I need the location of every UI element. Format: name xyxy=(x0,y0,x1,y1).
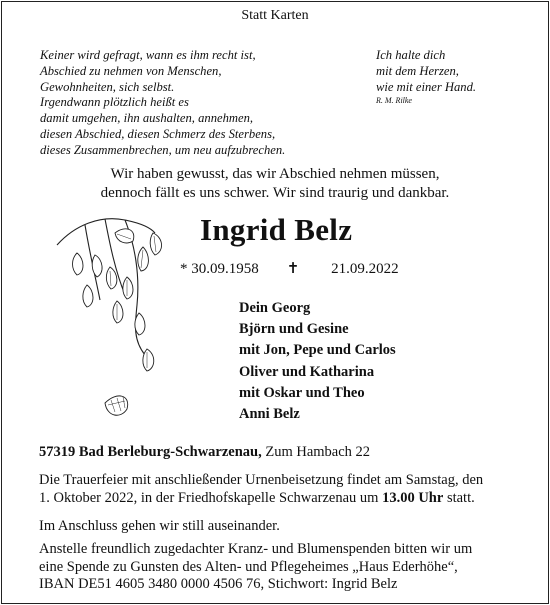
closing-line: Im Anschluss gehen wir still auseinander. xyxy=(39,518,280,534)
birth-date: * 30.09.1958 xyxy=(180,261,259,277)
funeral-text: 1. Oktober 2022, in der Friedhofskapelle Schwarzenau um xyxy=(39,489,383,506)
family-member: Oliver und Katharina xyxy=(239,363,375,380)
header-title: Statt Karten xyxy=(241,8,309,23)
cross-icon: ✝ xyxy=(286,261,300,277)
branch-with-leaves-icon xyxy=(55,215,185,435)
address xyxy=(39,444,370,461)
quote xyxy=(376,48,536,106)
intro-text xyxy=(0,165,550,203)
intro-line: Wir haben gewusst, das wir Abschied nehmen müssen, xyxy=(110,166,440,182)
family-member: mit Oskar und Theo xyxy=(239,384,365,401)
funeral-text: statt. xyxy=(443,489,475,506)
funeral-line xyxy=(39,490,529,508)
poem-line: Irgendwann plötzlich heißt es xyxy=(40,95,189,110)
poem-line: Keiner wird gefragt, wann es ihm recht ist, xyxy=(40,48,256,62)
address-street: Zum Hambach 22 xyxy=(265,444,371,460)
poem-line: Abschied zu nehmen von Menschen, xyxy=(40,63,222,78)
funeral-time: 13.00 Uhr xyxy=(382,489,444,506)
poem-line: dieses Zusammenbrechen, um neu aufzubrechen. xyxy=(40,142,286,157)
family-member: Björn und Gesine xyxy=(239,321,349,338)
quote-author: R. M. Rilke xyxy=(376,96,412,106)
deceased-name: Ingrid Belz xyxy=(200,212,353,247)
address-location: 57319 Bad Berleburg-Schwarzenau, xyxy=(39,444,262,460)
family-member: Dein Georg xyxy=(239,300,311,316)
donation-info xyxy=(39,541,529,594)
death-date: 21.09.2022 xyxy=(331,261,399,277)
closing-note xyxy=(39,518,529,536)
donation-line: IBAN DE51 4605 3480 0000 4506 76, Stichwort: Ingrid Belz xyxy=(39,576,398,592)
intro-line: dennoch fällt es uns schwer. Wir sind traurig und dankbar. xyxy=(100,185,450,201)
poem-line: Gewohnheiten, sich selbst. xyxy=(40,79,175,94)
family-list xyxy=(239,298,396,425)
poem-line: diesen Abschied, diesen Schmerz des Sterbens, xyxy=(40,126,276,141)
poem xyxy=(40,48,340,159)
funeral-line: Die Trauerfeier mit anschließender Urnenbeisetzung findet am Samstag, den xyxy=(39,472,484,488)
quote-line: mit dem Herzen, xyxy=(376,63,459,78)
donation-line: Anstelle freundlich zugedachter Kranz- und Blumenspenden bitten wir um xyxy=(39,541,473,557)
family-member: Anni Belz xyxy=(239,406,300,423)
quote-line: wie mit einer Hand. xyxy=(376,79,477,94)
funeral-info xyxy=(39,472,529,507)
poem-line: damit umgehen, ihn aushalten, annehmen, xyxy=(40,111,254,126)
family-member: mit Jon, Pepe und Carlos xyxy=(239,342,396,359)
quote-line: Ich halte dich xyxy=(376,48,446,62)
donation-line: eine Spende zu Gunsten des Alten- und Pflegeheimes „Haus Ederhöhe“, xyxy=(39,558,458,575)
life-dates xyxy=(180,259,427,278)
